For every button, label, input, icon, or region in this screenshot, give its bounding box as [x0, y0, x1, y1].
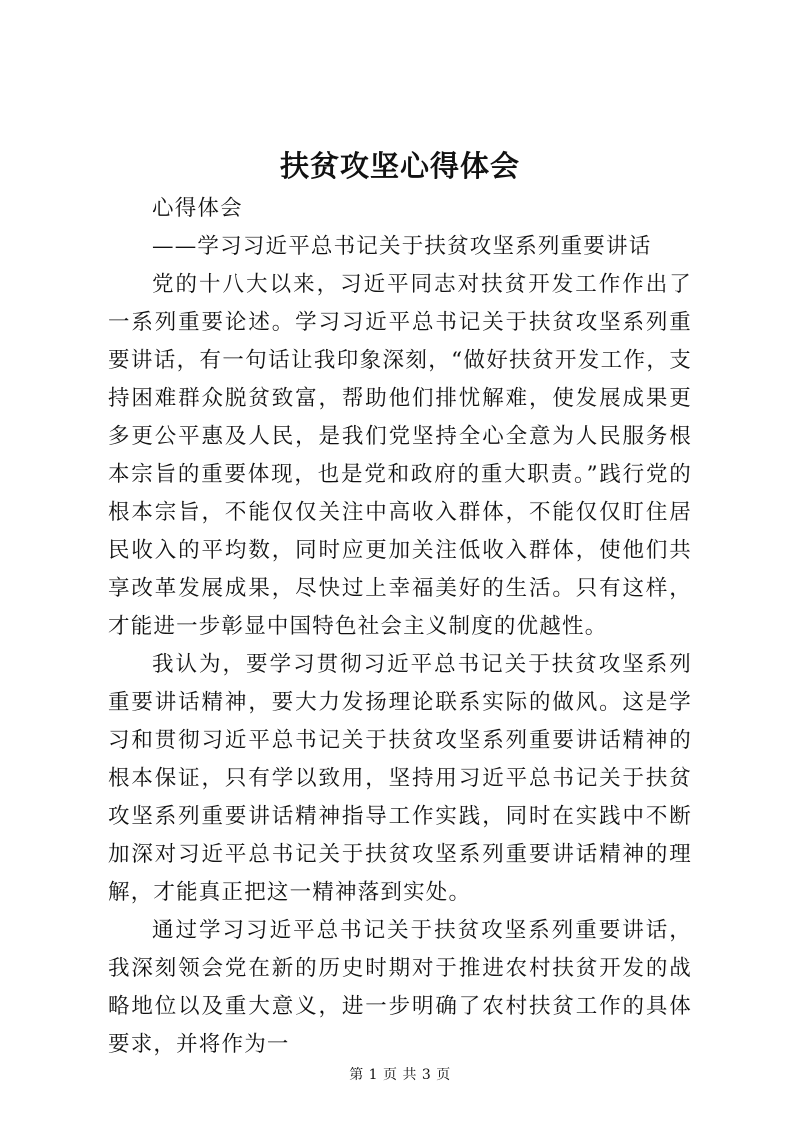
paragraph-1: 党的十八大以来，习近平同志对扶贫开发工作作出了一系列重要论述。学习习近平总书记关于扶贫攻坚系列重要讲话，有一句话让我印象深刻，“做好扶贫开发工作，支持困难群众脱贫致富，帮助他们排忧解难，使发展成果更多更公平惠及人民，是我们党坚持全心全意为人民服务根本宗旨的重要体现，也是党和政府的重大职责。”践行党的根本宗旨，不能仅仅关注中高收入群体，不能仅仅盯住居民收入的平均数，同时应更加关注低收入群体，使他们共享改革发展成果，尽快过上幸福美好的生活。只有这样，才能进一步彰显中国特色社会主义制度的优越性。 [108, 272, 692, 639]
paragraph-subtitle: 心得体会 [152, 196, 243, 221]
document-title: 扶贫攻坚心得体会 [279, 149, 520, 183]
paragraph-subheading: ——学习习近平总书记关于扶贫攻坚系列重要讲话 [152, 234, 652, 259]
document-body [108, 190, 692, 1064]
paragraph-2: 我认为，要学习贯彻习近平总书记关于扶贫攻坚系列重要讲话精神，要大力发扬理论联系实际的做风。这是学习和贯彻习近平总书记关于扶贫攻坚系列重要讲话精神的根本保证，只有学以致用，坚持用习近平总书记关于扶贫攻坚系列重要讲话精神指导工作实践，同时在实践中不断加深对习近平总书记关于扶贫攻坚系列重要讲话精神的理解，才能真正把这一精神落到实处。 [108, 652, 692, 905]
page-footer: 第 1 页 共 3 页 [349, 1067, 451, 1083]
paragraph-3: 通过学习习近平总书记关于扶贫攻坚系列重要讲话，我深刻领会党在新的历史时期对于推进农村扶贫开发的战略地位以及重大意义，进一步明确了农村扶贫工作的具体要求，并将作为一 [108, 918, 692, 1057]
